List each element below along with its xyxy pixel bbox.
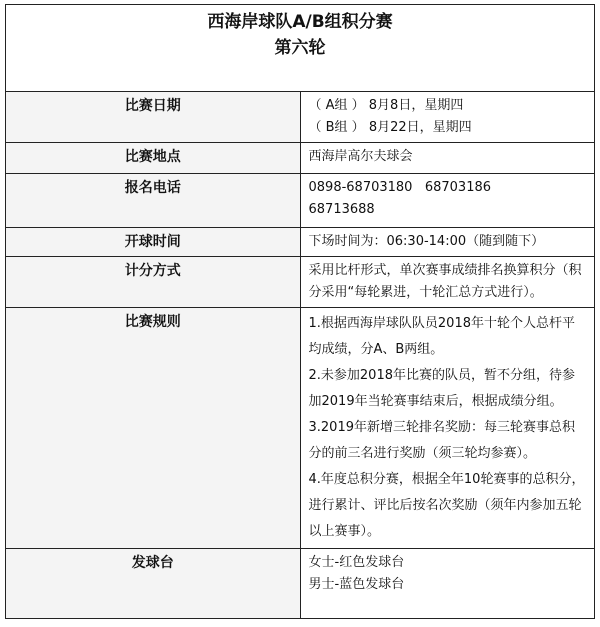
tees-men: 男士-蓝色发球台: [308, 577, 405, 592]
phone-row: [6, 174, 595, 228]
rules-row: [6, 308, 595, 549]
phone-value: [300, 174, 595, 228]
event-title: 西海岸球队A/B组积分赛: [207, 12, 393, 32]
tees-label: 发球台: [6, 549, 301, 619]
date-group-b: （ B组 ） 8月22日，星期四: [308, 120, 472, 135]
round-title: 第六轮: [274, 38, 326, 58]
phone-label: 报名电话: [6, 174, 301, 228]
tees-value: [300, 549, 595, 619]
rule-item-2: 2.未参加2018年比赛的队员，暂不分组，待参加2019年当轮赛事结束后，根据成绩分组。: [308, 368, 575, 409]
date-value: [300, 92, 595, 143]
scoring-label: 计分方式: [6, 257, 301, 308]
rule-item-3: 3.2019年新增三轮排名奖励：每三轮赛事总积分的前三名进行奖励（须三轮均参赛）。: [308, 420, 575, 461]
tee-time-label: 开球时间: [6, 228, 301, 257]
date-label: 比赛日期: [6, 92, 301, 143]
date-row: [6, 92, 595, 143]
rule-item-1: 1.根据西海岸球队队员2018年十轮个人总杆平均成绩，分A、B两组。: [308, 316, 575, 357]
scoring-row: [6, 257, 595, 308]
venue-value: 西海岸高尔夫球会: [300, 143, 595, 174]
scoring-value: 采用比杆形式，单次赛事成绩排名换算积分（积分采用“每轮累进，十轮汇总方式进行）。: [300, 257, 595, 308]
venue-label: 比赛地点: [6, 143, 301, 174]
tee-time-row: [6, 228, 595, 257]
tees-row: [6, 549, 595, 619]
venue-row: [6, 143, 595, 174]
phone-line-2: 68713688: [308, 202, 375, 217]
rule-item-4: 4.年度总积分赛，根据全年10轮赛事的总积分，进行累计、评比后按名次奖励（须年内参加五轮以上赛事）。: [308, 472, 585, 539]
tees-ladies: 女士-红色发球台: [308, 555, 405, 570]
phone-line-1: 0898-68703180 68703186: [308, 180, 492, 195]
rules-label: 比赛规则: [6, 308, 301, 549]
date-group-a: （ A组 ） 8月8日，星期四: [308, 98, 464, 113]
tee-time-value: 下场时间为：06:30-14:00（随到随下）: [300, 228, 595, 257]
title-cell: [6, 5, 595, 92]
event-info-table: [5, 4, 595, 619]
rules-value: [300, 308, 595, 549]
title-row: [6, 5, 595, 92]
